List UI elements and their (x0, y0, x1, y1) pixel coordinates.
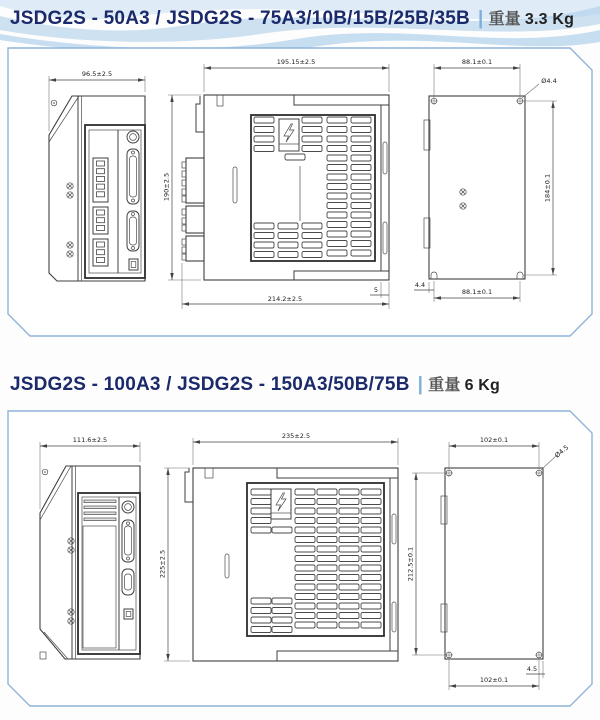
dim-back-hole-span-vert: 184±0.1 (543, 173, 552, 203)
dim-back-edge-offset: 4.5 (526, 665, 538, 673)
dim-side-height: 225±2.5 (158, 549, 167, 579)
weight-label: 重量 (428, 377, 461, 394)
title-separator: | (477, 8, 484, 29)
dim-side-depth: 195.15±2.5 (276, 58, 316, 66)
section2-drawing (0, 406, 600, 710)
section1-drawing (0, 46, 600, 338)
dim-back-hole-span-top: 88.1±0.1 (461, 58, 493, 66)
dim-side-total-depth: 214.2±2.5 (267, 295, 303, 303)
dim-back-hole-span-vert: 212.5±0.1 (406, 546, 415, 582)
dim-back-edge-offset: 4.4 (414, 281, 426, 289)
weight-label: 重量 (488, 11, 521, 28)
dim-back-hole-span-bottom: 88.1±0.1 (461, 288, 493, 296)
dim-front-width: 111.6±2.5 (72, 436, 108, 444)
dim-front-width: 96.5±2.5 (81, 70, 113, 78)
model-names: JSDG2S - 50A3 / JSDG2S - 75A3/10B/15B/25B/35B (10, 8, 470, 29)
dim-side-height: 190±2.5 (162, 172, 171, 202)
model-names: JSDG2S - 100A3 / JSDG2S - 150A3/50B/75B (10, 374, 410, 395)
section2-title (10, 372, 500, 396)
section1-title (10, 6, 574, 30)
weight-value: 3.3 Kg (524, 11, 575, 28)
dim-back-hole-span-top: 102±0.1 (479, 436, 509, 444)
dim-side-depth: 235±2.5 (281, 432, 311, 440)
dim-back-hole-span-bottom: 102±0.1 (479, 676, 509, 684)
weight-value: 6 Kg (464, 377, 501, 394)
dim-back-hole-dia: Ø4.4 (541, 77, 557, 85)
dim-back-hole-dia: Ø4.5 (553, 443, 571, 460)
title-separator: | (417, 374, 424, 395)
dim-side-flange: 5 (373, 286, 379, 294)
